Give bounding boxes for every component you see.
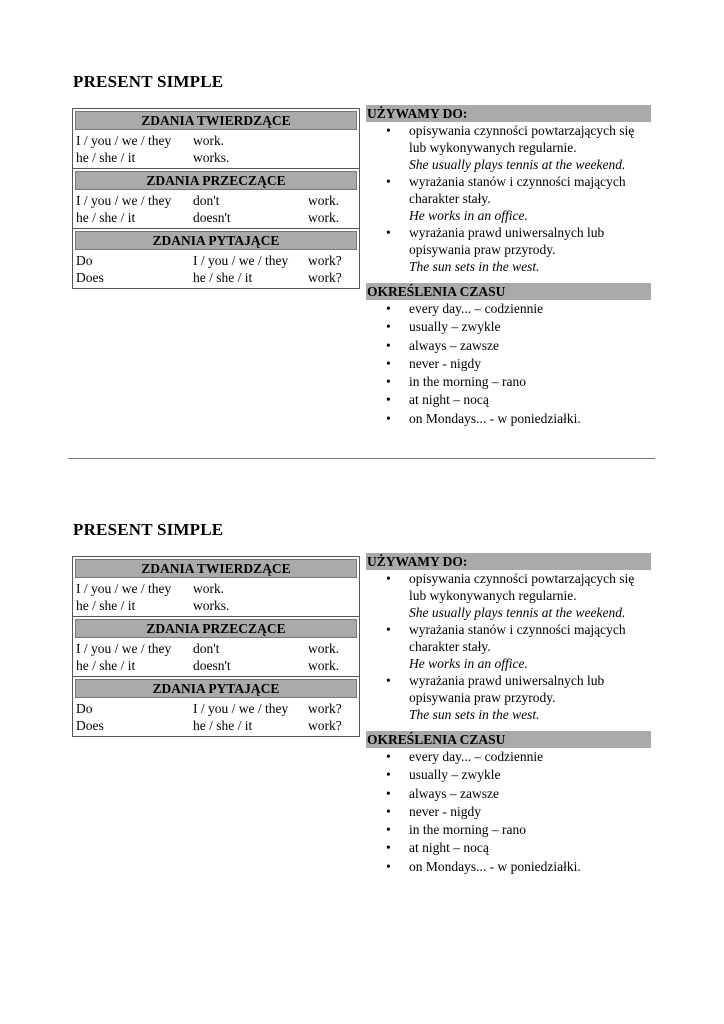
subject-cell: he / she / it bbox=[193, 269, 253, 285]
verb-cell: work? bbox=[308, 253, 342, 268]
time-expression: always – zawsze bbox=[409, 785, 499, 801]
bullet-icon: • bbox=[386, 622, 391, 637]
table-row bbox=[76, 641, 359, 658]
time-expressions-header: OKREŚLENIA CZASU bbox=[366, 283, 651, 300]
verb-cell: works. bbox=[193, 597, 230, 613]
usage-panel bbox=[366, 105, 651, 428]
verb-cell: work. bbox=[193, 581, 225, 596]
auxiliary-cell: Do bbox=[76, 701, 93, 716]
uses-header: UŻYWAMY DO: bbox=[366, 105, 651, 122]
list-item bbox=[366, 785, 651, 803]
affirmative-section bbox=[73, 111, 359, 168]
verb-cell: work? bbox=[308, 269, 342, 285]
bullet-icon: • bbox=[386, 301, 391, 316]
list-item bbox=[366, 173, 651, 224]
time-expression: on Mondays... - w poniedziałki. bbox=[409, 410, 581, 426]
verb-cell: work? bbox=[308, 701, 342, 716]
section-header: ZDANIA PRZECZĄCE bbox=[75, 171, 357, 190]
time-expression: every day... – codziennie bbox=[409, 301, 544, 316]
subject-cell: I / you / we / they bbox=[76, 581, 172, 596]
subject-cell: he / she / it bbox=[76, 209, 136, 225]
negative-section bbox=[73, 616, 359, 676]
time-expression: in the morning – rano bbox=[409, 374, 526, 390]
page-title: PRESENT SIMPLE bbox=[73, 520, 224, 539]
table-row bbox=[76, 658, 359, 675]
bullet-icon: • bbox=[386, 840, 391, 856]
verb-cell: work. bbox=[308, 641, 340, 656]
list-item bbox=[366, 224, 651, 275]
auxiliary-cell: doesn't bbox=[193, 209, 231, 225]
time-expression: on Mondays... - w poniedziałki. bbox=[409, 858, 581, 874]
conjugation-table bbox=[72, 108, 360, 289]
example-sentence: The sun sets in the west. bbox=[409, 707, 540, 722]
bullet-icon: • bbox=[386, 858, 391, 874]
table-row bbox=[76, 210, 359, 227]
worksheet-block-bottom bbox=[0, 448, 724, 888]
table-row bbox=[76, 270, 359, 287]
auxiliary-cell: Does bbox=[76, 269, 104, 285]
bullet-icon: • bbox=[386, 673, 391, 688]
list-item bbox=[366, 355, 651, 373]
bullet-icon: • bbox=[386, 571, 391, 586]
use-text: opisywania czynności powtarzających się lub wykonywanych regularnie. bbox=[409, 123, 635, 155]
verb-cell: work. bbox=[308, 657, 340, 673]
example-sentence: He works in an office. bbox=[409, 208, 528, 223]
list-item bbox=[366, 672, 651, 723]
time-expression: usually – zwykle bbox=[409, 319, 501, 335]
example-sentence: She usually plays tennis at the weekend. bbox=[409, 157, 626, 172]
subject-cell: he / she / it bbox=[76, 597, 136, 613]
time-expression: at night – nocą bbox=[409, 840, 489, 856]
list-item bbox=[366, 748, 651, 766]
example-sentence: She usually plays tennis at the weekend. bbox=[409, 605, 626, 620]
example-sentence: He works in an office. bbox=[409, 656, 528, 671]
table-row bbox=[76, 133, 359, 150]
verb-cell: work? bbox=[308, 717, 342, 733]
time-expression: never - nigdy bbox=[409, 355, 481, 371]
bullet-icon: • bbox=[386, 767, 391, 783]
use-text: wyrażania prawd uniwersalnych lub opisywania praw przyrody. bbox=[409, 225, 605, 257]
bullet-icon: • bbox=[386, 803, 391, 819]
list-item bbox=[366, 318, 651, 336]
verb-cell: work. bbox=[193, 133, 225, 148]
time-expression: always – zawsze bbox=[409, 337, 499, 353]
bullet-icon: • bbox=[386, 392, 391, 408]
auxiliary-cell: don't bbox=[193, 641, 220, 656]
use-text: wyrażania stanów i czynności mających charakter stały. bbox=[409, 174, 626, 206]
bullet-icon: • bbox=[386, 337, 391, 353]
bullet-icon: • bbox=[386, 355, 391, 371]
list-item bbox=[366, 839, 651, 857]
list-item bbox=[366, 300, 651, 318]
negative-section bbox=[73, 168, 359, 228]
affirmative-section bbox=[73, 559, 359, 616]
bullet-icon: • bbox=[386, 225, 391, 240]
section-header: ZDANIA PRZECZĄCE bbox=[75, 619, 357, 638]
table-row bbox=[76, 581, 359, 598]
table-row bbox=[76, 253, 359, 270]
bullet-icon: • bbox=[386, 785, 391, 801]
question-section bbox=[73, 676, 359, 736]
list-item bbox=[366, 373, 651, 391]
table-row bbox=[76, 150, 359, 167]
example-sentence: The sun sets in the west. bbox=[409, 259, 540, 274]
table-row bbox=[76, 193, 359, 210]
time-expression: at night – nocą bbox=[409, 392, 489, 408]
list-item bbox=[366, 621, 651, 672]
use-text: wyrażania prawd uniwersalnych lub opisywania praw przyrody. bbox=[409, 673, 605, 705]
verb-cell: work. bbox=[308, 193, 340, 208]
subject-cell: he / she / it bbox=[76, 149, 136, 165]
section-header: ZDANIA PYTAJĄCE bbox=[75, 231, 357, 250]
list-item bbox=[366, 766, 651, 784]
verb-cell: works. bbox=[193, 149, 230, 165]
time-expression: never - nigdy bbox=[409, 803, 481, 819]
section-header: ZDANIA PYTAJĄCE bbox=[75, 679, 357, 698]
use-text: wyrażania stanów i czynności mających charakter stały. bbox=[409, 622, 626, 654]
list-item bbox=[366, 337, 651, 355]
subject-cell: I / you / we / they bbox=[76, 133, 172, 148]
page-title: PRESENT SIMPLE bbox=[73, 72, 224, 91]
auxiliary-cell: Does bbox=[76, 717, 104, 733]
list-item bbox=[366, 570, 651, 621]
auxiliary-cell: doesn't bbox=[193, 657, 231, 673]
subject-cell: he / she / it bbox=[76, 657, 136, 673]
section-header: ZDANIA TWIERDZĄCE bbox=[75, 111, 357, 130]
list-item bbox=[366, 803, 651, 821]
bullet-icon: • bbox=[386, 174, 391, 189]
time-expressions-header: OKREŚLENIA CZASU bbox=[366, 731, 651, 748]
subject-cell: I / you / we / they bbox=[76, 193, 172, 208]
table-row bbox=[76, 718, 359, 735]
bullet-icon: • bbox=[386, 374, 391, 390]
subject-cell: I / you / we / they bbox=[193, 253, 289, 268]
list-item bbox=[366, 821, 651, 839]
bullet-icon: • bbox=[386, 749, 391, 764]
use-text: opisywania czynności powtarzających się lub wykonywanych regularnie. bbox=[409, 571, 635, 603]
usage-panel bbox=[366, 553, 651, 876]
subject-cell: he / she / it bbox=[193, 717, 253, 733]
table-row bbox=[76, 598, 359, 615]
list-item bbox=[366, 122, 651, 173]
list-item bbox=[366, 391, 651, 409]
bullet-icon: • bbox=[386, 123, 391, 138]
time-expression: usually – zwykle bbox=[409, 767, 501, 783]
time-expression: every day... – codziennie bbox=[409, 749, 544, 764]
list-item bbox=[366, 858, 651, 876]
worksheet-block-top bbox=[0, 0, 724, 440]
section-header: ZDANIA TWIERDZĄCE bbox=[75, 559, 357, 578]
auxiliary-cell: Do bbox=[76, 253, 93, 268]
conjugation-table bbox=[72, 556, 360, 737]
subject-cell: I / you / we / they bbox=[76, 641, 172, 656]
auxiliary-cell: don't bbox=[193, 193, 220, 208]
verb-cell: work. bbox=[308, 209, 340, 225]
bullet-icon: • bbox=[386, 319, 391, 335]
bullet-icon: • bbox=[386, 822, 391, 838]
question-section bbox=[73, 228, 359, 288]
table-row bbox=[76, 701, 359, 718]
time-expression: in the morning – rano bbox=[409, 822, 526, 838]
subject-cell: I / you / we / they bbox=[193, 701, 289, 716]
uses-header: UŻYWAMY DO: bbox=[366, 553, 651, 570]
bullet-icon: • bbox=[386, 410, 391, 426]
list-item bbox=[366, 410, 651, 428]
